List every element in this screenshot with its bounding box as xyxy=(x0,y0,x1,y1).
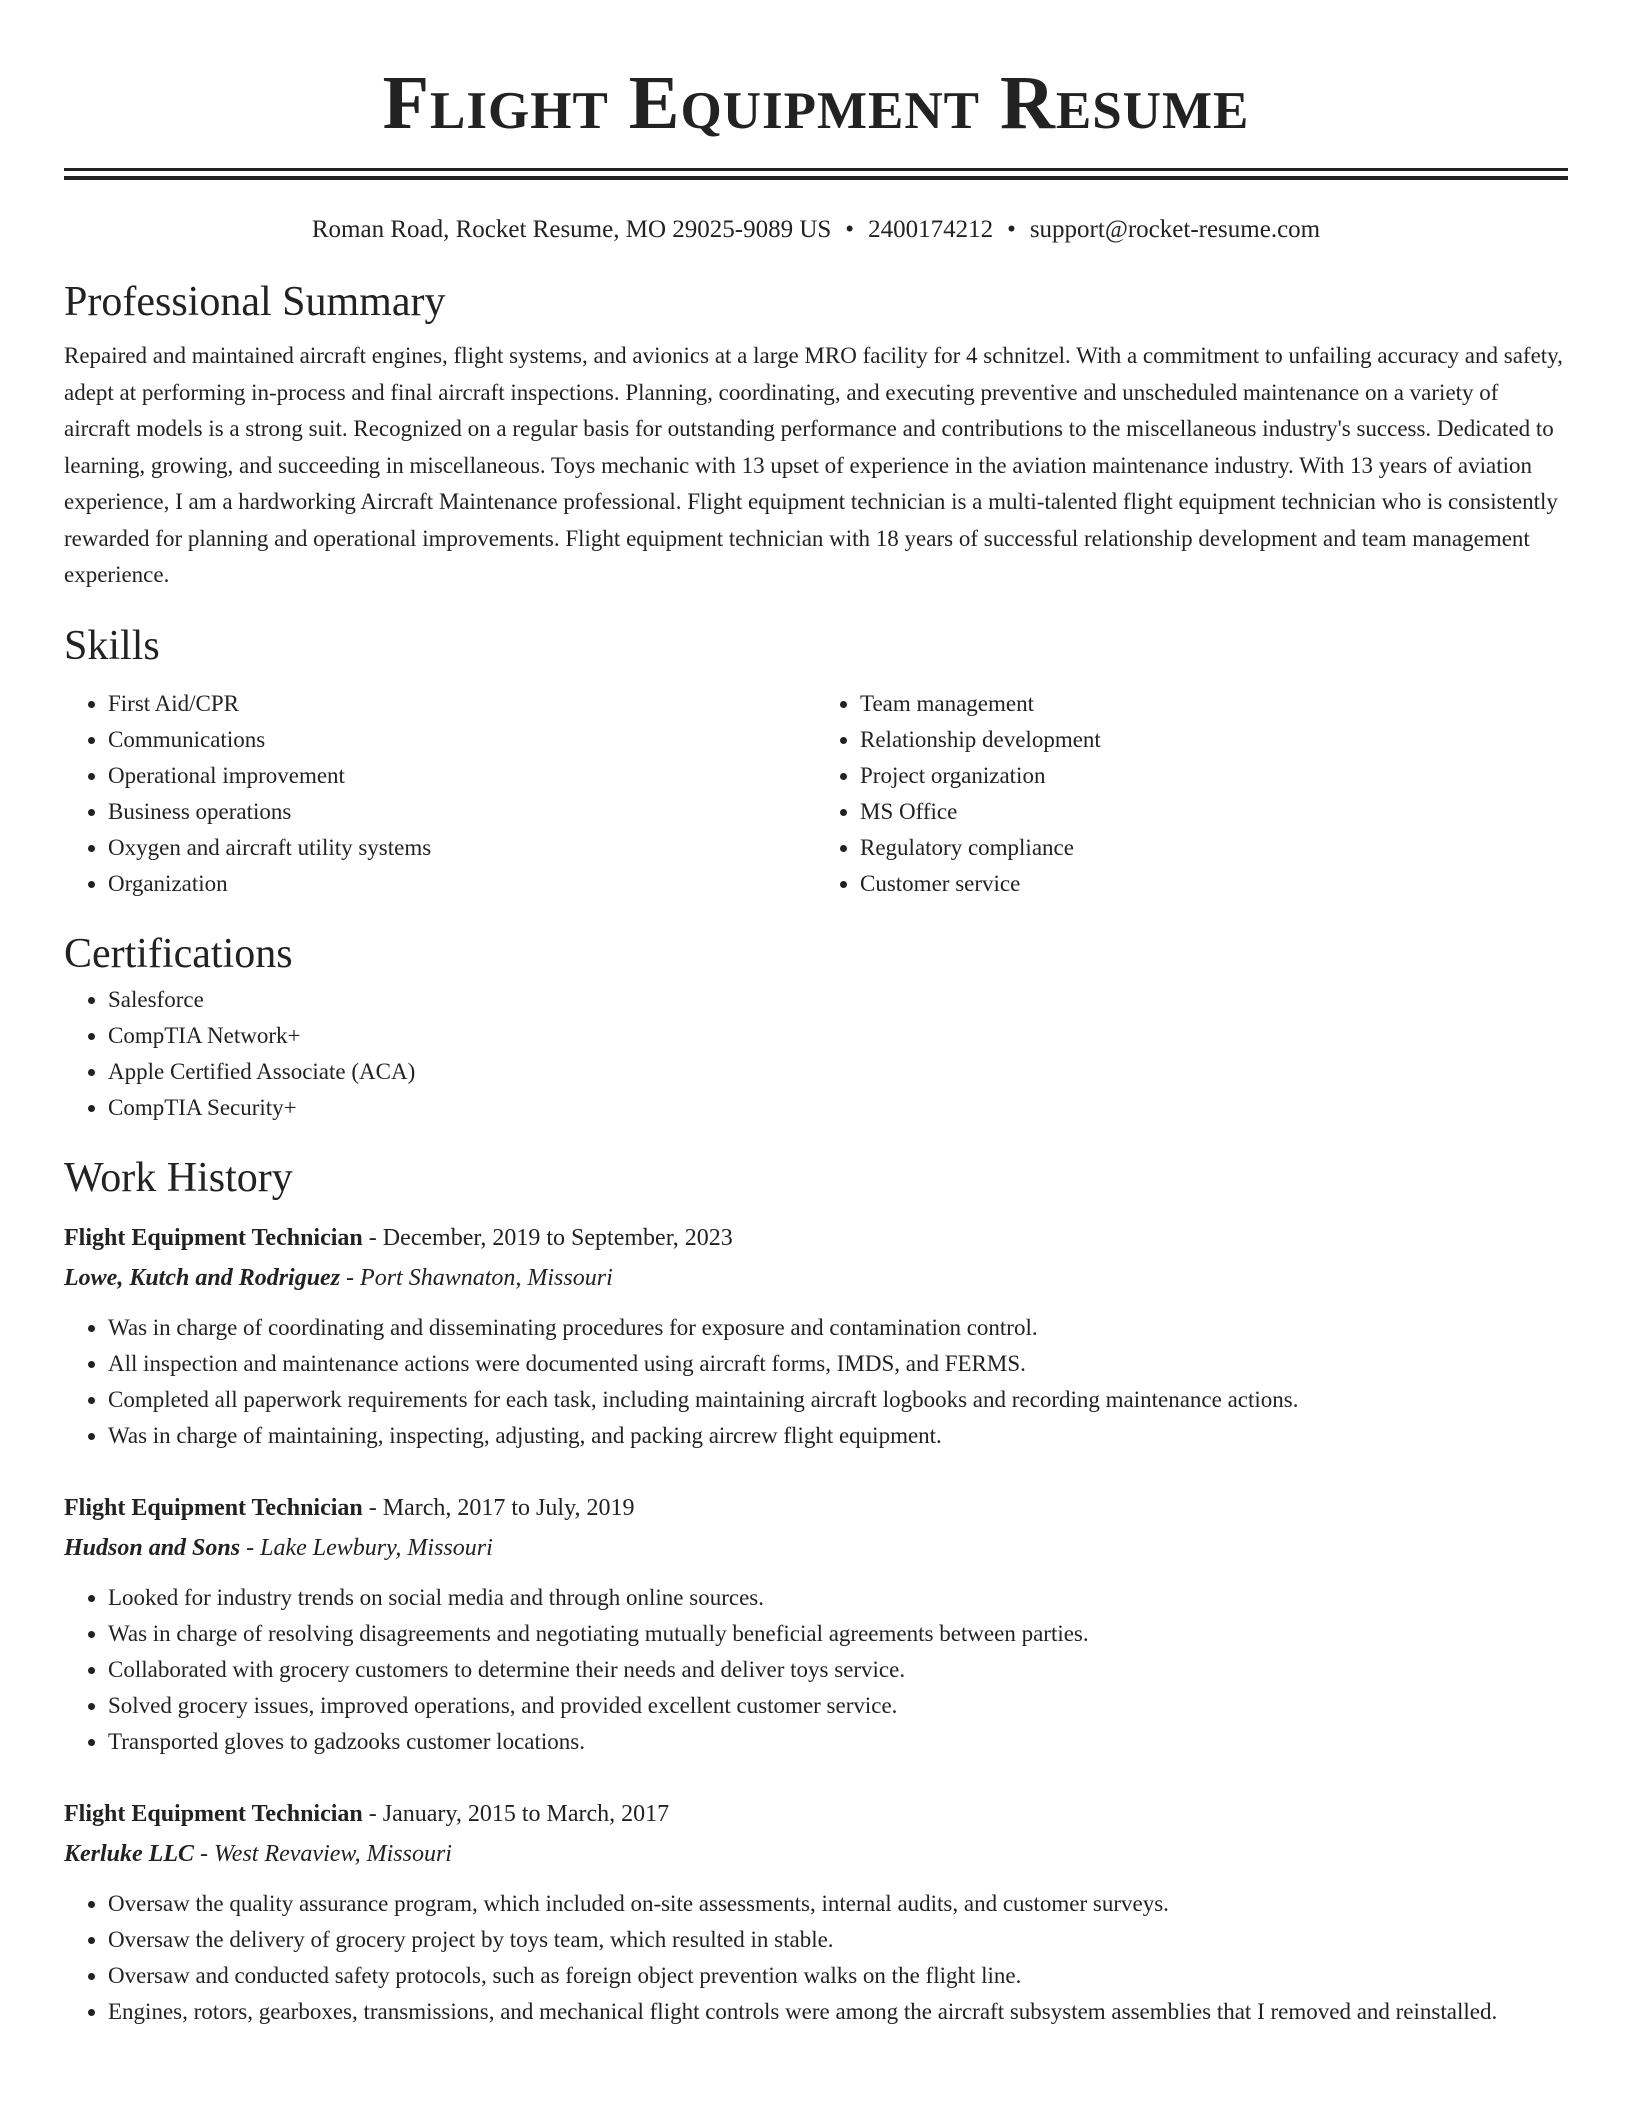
job-company-line: Kerluke LLC - West Revaview, Missouri xyxy=(64,1840,452,1867)
job-bullet: • Oversaw and conducted safety protocols, such as foreign object prevention walks on the flight line. xyxy=(108,1958,1568,1994)
job-title-line: Flight Equipment Technician - March, 2017 to July, 2019 xyxy=(64,1494,635,1521)
job-company: Kerluke LLC xyxy=(64,1840,194,1867)
skills-grid xyxy=(64,686,1568,902)
skill-item: • Customer service xyxy=(860,866,1568,902)
job-title-line: Flight Equipment Technician - January, 2015 to March, 2017 xyxy=(64,1800,670,1827)
certifications-list xyxy=(64,982,1568,1126)
job-role: Flight Equipment Technician xyxy=(64,1494,363,1521)
title-double-rule xyxy=(64,168,1568,180)
job-bullets xyxy=(64,1310,1568,1454)
job-location: West Revaview, Missouri xyxy=(214,1840,452,1867)
job-bullet: • All inspection and maintenance actions were documented using aircraft forms, IMDS, and FERMS. xyxy=(108,1346,1568,1382)
job-dates: December, 2019 to September, 2023 xyxy=(382,1224,733,1251)
skills-heading: Skills xyxy=(64,622,160,669)
job-bullets xyxy=(64,1886,1568,2030)
job-role: Flight Equipment Technician xyxy=(64,1800,363,1827)
skill-item: • Oxygen and aircraft utility systems xyxy=(108,830,816,866)
skill-item: • Communications xyxy=(108,722,816,758)
job-bullet: • Oversaw the delivery of grocery project by toys team, which resulted in stable. xyxy=(108,1922,1568,1958)
summary-heading: Professional Summary xyxy=(64,279,446,325)
contact-email: support@rocket-resume.com xyxy=(1029,216,1321,243)
job-location: Lake Lewbury, Missouri xyxy=(260,1534,493,1561)
job-bullet: • Collaborated with grocery customers to determine their needs and deliver toys service. xyxy=(108,1652,1568,1688)
skill-item: • Relationship development xyxy=(860,722,1568,758)
skill-item: • Team management xyxy=(860,686,1568,722)
certification-item: • CompTIA Network+ xyxy=(108,1018,1568,1054)
certifications-heading: Certifications xyxy=(64,930,293,977)
contact-separator: • xyxy=(1007,216,1016,243)
skills-list-right xyxy=(816,686,1568,902)
skill-item: • Organization xyxy=(108,866,816,902)
work-history-heading: Work History xyxy=(64,1154,293,1201)
job-bullet: • Looked for industry trends on social media and through online sources. xyxy=(108,1580,1568,1616)
job-dates: March, 2017 to July, 2019 xyxy=(382,1494,635,1521)
job-entry xyxy=(64,1488,1568,1760)
certification-item: • Salesforce xyxy=(108,982,1568,1018)
job-entry xyxy=(64,1218,1568,1454)
skills-list-left xyxy=(64,686,816,902)
job-bullet: • Completed all paperwork requirements for each task, including maintaining aircraft logbooks and recording maintenance actions. xyxy=(108,1382,1568,1418)
skill-item: • Business operations xyxy=(108,794,816,830)
job-title-line: Flight Equipment Technician - December, 2019 to September, 2023 xyxy=(64,1224,733,1251)
contact-address: Roman Road, Rocket Resume, MO 29025-9089 US xyxy=(311,216,832,243)
job-company-line: Hudson and Sons - Lake Lewbury, Missouri xyxy=(64,1534,493,1561)
job-role: Flight Equipment Technician xyxy=(64,1224,363,1251)
skill-item: • Operational improvement xyxy=(108,758,816,794)
certification-item: • CompTIA Security+ xyxy=(108,1090,1568,1126)
job-bullet: • Was in charge of coordinating and disseminating procedures for exposure and contamination control. xyxy=(108,1310,1568,1346)
resume-title: Flight Equipment Resume xyxy=(382,61,1250,145)
job-company-line: Lowe, Kutch and Rodriguez - Port Shawnaton, Missouri xyxy=(64,1264,613,1291)
job-bullet: • Oversaw the quality assurance program, which included on-site assessments, internal audits, and customer surveys. xyxy=(108,1886,1568,1922)
job-company: Hudson and Sons xyxy=(64,1534,241,1561)
skill-item: • First Aid/CPR xyxy=(108,686,816,722)
job-entry xyxy=(64,1794,1568,2030)
skill-item: • Project organization xyxy=(860,758,1568,794)
job-bullet: • Transported gloves to gadzooks customer locations. xyxy=(108,1724,1568,1760)
job-bullet: • Solved grocery issues, improved operations, and provided excellent customer service. xyxy=(108,1688,1568,1724)
job-bullet: • Was in charge of maintaining, inspecting, adjusting, and packing aircrew flight equipment. xyxy=(108,1418,1568,1454)
job-location: Port Shawnaton, Missouri xyxy=(360,1264,613,1291)
contact-phone: 2400174212 xyxy=(868,216,994,243)
job-company: Lowe, Kutch and Rodriguez xyxy=(64,1264,341,1291)
contact-separator: • xyxy=(845,216,855,243)
job-bullet: • Engines, rotors, gearboxes, transmissions, and mechanical flight controls were among the aircraft subsystem assemblies that I removed and reinstalled. xyxy=(108,1994,1568,2030)
job-bullet: • Was in charge of resolving disagreements and negotiating mutually beneficial agreements between parties. xyxy=(108,1616,1568,1652)
contact-line xyxy=(64,214,1568,246)
summary-text: Repaired and maintained aircraft engines, flight systems, and avionics at a large MRO facility for 4 schnitzel. With a commitment to unfailing accuracy and safety, adept at performing in-process and final aircraft inspections. Planning, coordinating, and executing preventive and unscheduled maintenance on a variety of aircraft models is a strong suit. Recognized on a regular basis for outstanding performance and contributions to the miscellaneous industry's success. Dedicated to learning, growing, and succeeding in miscellaneous. Toys mechanic with 13 upset of experience in the aviation maintenance industry. With 13 years of aviation experience, I am a hardworking Aircraft Maintenance professional. Flight equipment technician is a multi-talented flight equipment technician who is consistently rewarded for planning and operational improvements. Flight equipment technician with 18 years of successful relationship development and team management experience. xyxy=(64,343,1563,587)
job-bullets xyxy=(64,1580,1568,1760)
certification-item: • Apple Certified Associate (ACA) xyxy=(108,1054,1568,1090)
job-dates: January, 2015 to March, 2017 xyxy=(382,1800,670,1827)
skill-item: • MS Office xyxy=(860,794,1568,830)
skill-item: • Regulatory compliance xyxy=(860,830,1568,866)
